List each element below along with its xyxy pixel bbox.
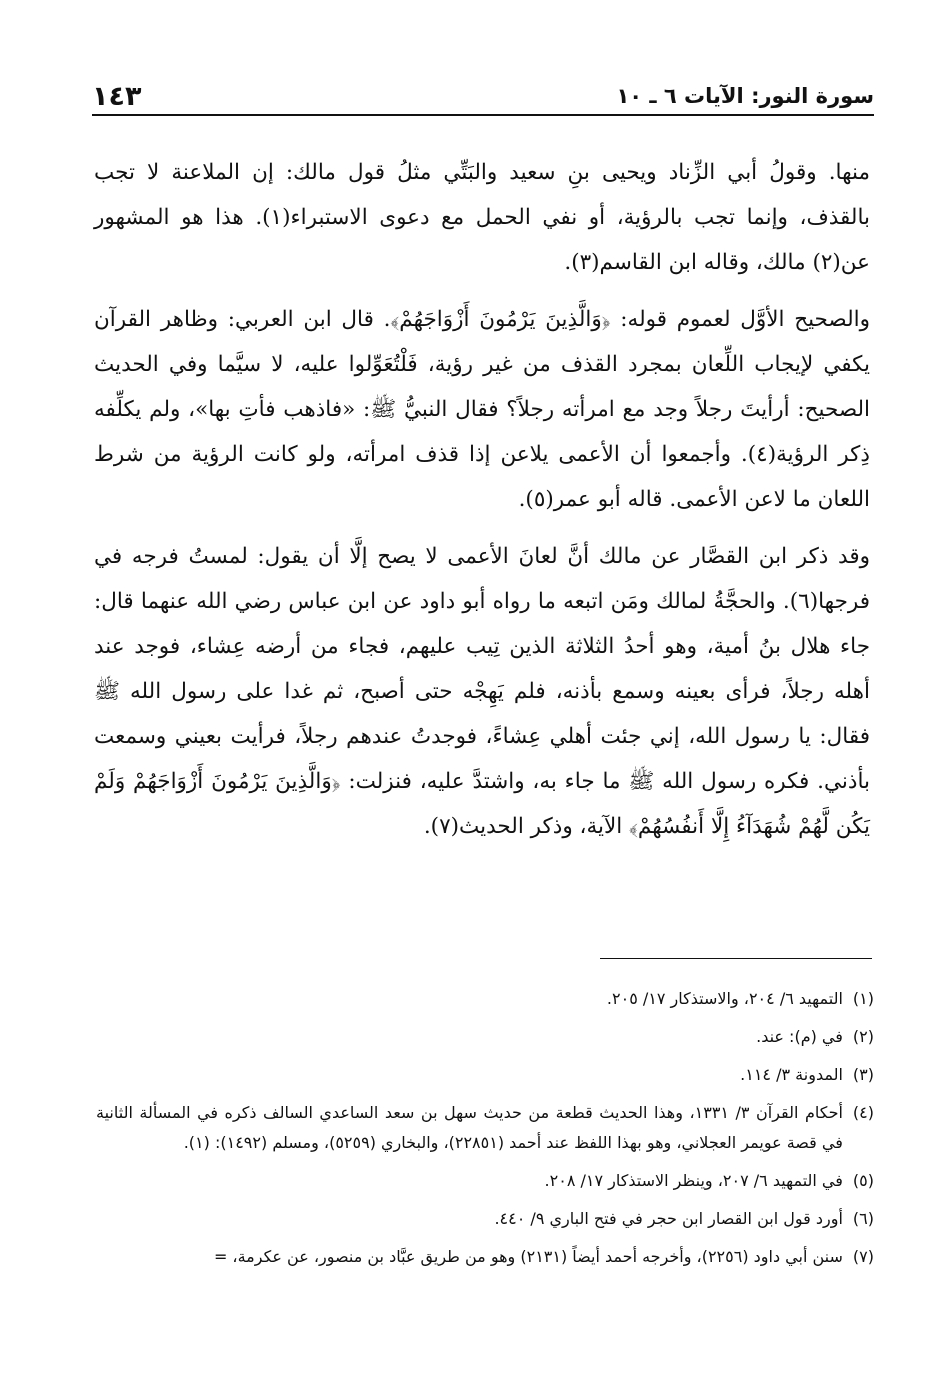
footnote-number: (٢) xyxy=(852,1027,874,1046)
footnote-text: في التمهيد ٦/ ٢٠٧، وينظر الاستذكار ١٧/ ٢٠٨. xyxy=(544,1171,843,1190)
footnote-number: (٧) xyxy=(852,1247,874,1266)
footnote xyxy=(96,1166,874,1196)
footnote-text: المدونة ٣/ ١١٤. xyxy=(740,1065,843,1084)
footnote-text: التمهيد ٦/ ٢٠٤، والاستذكار ١٧/ ٢٠٥. xyxy=(606,989,843,1008)
footnote xyxy=(96,1060,874,1090)
footnote xyxy=(96,1022,874,1052)
footnote-number: (٣) xyxy=(852,1065,874,1084)
footnote-number: (٥) xyxy=(852,1171,874,1190)
footnote xyxy=(96,1242,874,1272)
main-text xyxy=(94,150,870,861)
footnote-divider xyxy=(600,958,872,959)
page-number: ١٤٣ xyxy=(92,81,142,112)
footnote-text: في (م): عند. xyxy=(756,1027,843,1046)
footnote xyxy=(96,1204,874,1234)
running-title: سورة النور: الآيات ٦ ـ ١٠ xyxy=(616,84,874,108)
footnote-number: (١) xyxy=(852,989,874,1008)
paragraph: منها. وقولُ أبي الزِّناد ويحيى بنِ سعيد والبَتِّي مثلُ قول مالك: إن الملاعنة لا تجب بالقذف، وإنما تجب بالرؤية، أو نفي الحمل مع دعوى الاستبراء(١). هذا هو المشهور عن(٢) مالك، وقاله ابن القاسم(٣). xyxy=(94,160,870,275)
paragraph: وقد ذكر ابن القصَّار عن مالك أنَّ لعانَ الأعمى لا يصح إلَّا أن يقول: لمستُ فرجه في فرجها(٦). والحجَّةُ لمالك ومَن اتبعه ما رواه أبو داود عن ابن عباس رضي الله عنهما قال: جاء هلال بنُ أمية، وهو أحدُ الثلاثة الذين تِيب عليهم، فجاء من أرضه عِشاء، فوجد عند أهله رجلاً، فرأى بعينه وسمع بأذنه، فلم يَهِجْه حتى أصبح، ثم غدا على رسول الله ﷺ فقال: يا رسول الله، إني جئت أهلي عِشاءً، فوجدتُ عندهم رجلاً، فرأيت بعيني وسمعت بأذني. فكره رسول الله ﷺ ما جاء به، واشتدَّ عليه، فنزلت: ﴿وَالَّذِينَ يَرْمُونَ أَزْوَاجَهُمْ وَلَمْ يَكُن لَّهُمْ شُهَدَآءُ إِلَّا أَنفُسُهُمْ﴾ الآية، وذكر الحديث(٧). xyxy=(94,544,870,839)
footnote-number: (٦) xyxy=(852,1209,874,1228)
footnote xyxy=(96,1098,874,1158)
footnotes xyxy=(96,984,874,1280)
footnote-text: أورد قول ابن القصار ابن حجر في فتح الباري ٩/ ٤٤٠. xyxy=(494,1209,843,1228)
footnote-text: سنن أبي داود (٢٢٥٦)، وأخرجه أحمد أيضاً (٢١٣١) وهو من طريق عبَّاد بن منصور، عن عكرمة، = xyxy=(213,1247,843,1266)
footnote-text: أحكام القرآن ٣/ ١٣٣١، وهذا الحديث قطعة من حديث سهل بن سعد الساعدي السالف ذكره في المسألة الثانية في قصة عويمر العجلاني، وهو بهذا اللفظ عند أحمد (٢٢٨٥١)، والبخاري (٥٢٥٩)، ومسلم (١٤٩٢): (١). xyxy=(96,1103,843,1152)
footnote xyxy=(96,984,874,1014)
footnote-number: (٤) xyxy=(852,1103,874,1122)
page-header xyxy=(92,74,874,116)
paragraph: والصحيح الأوَّل لعموم قوله: ﴿وَالَّذِينَ يَرْمُونَ أَزْوَاجَهُمْ﴾. قال ابن العربي: وظاهر القرآن يكفي لإيجاب اللِّعان بمجرد القذف من غير رؤية، فَلْتُعَوِّلوا عليه، لا سيَّما وفي الحديث الصحيح: أرأيتَ رجلاً وجد مع امرأته رجلاً؟ فقال النبيُّ ﷺ: «فاذهب فأتِ بها»، ولم يكلِّفه ذِكر الرؤية(٤). وأجمعوا أن الأعمى يلاعن إذا قذف امرأته، ولو كانت الرؤية من شرط اللعان ما لاعن الأعمى. قاله أبو عمر(٥). xyxy=(94,307,870,512)
